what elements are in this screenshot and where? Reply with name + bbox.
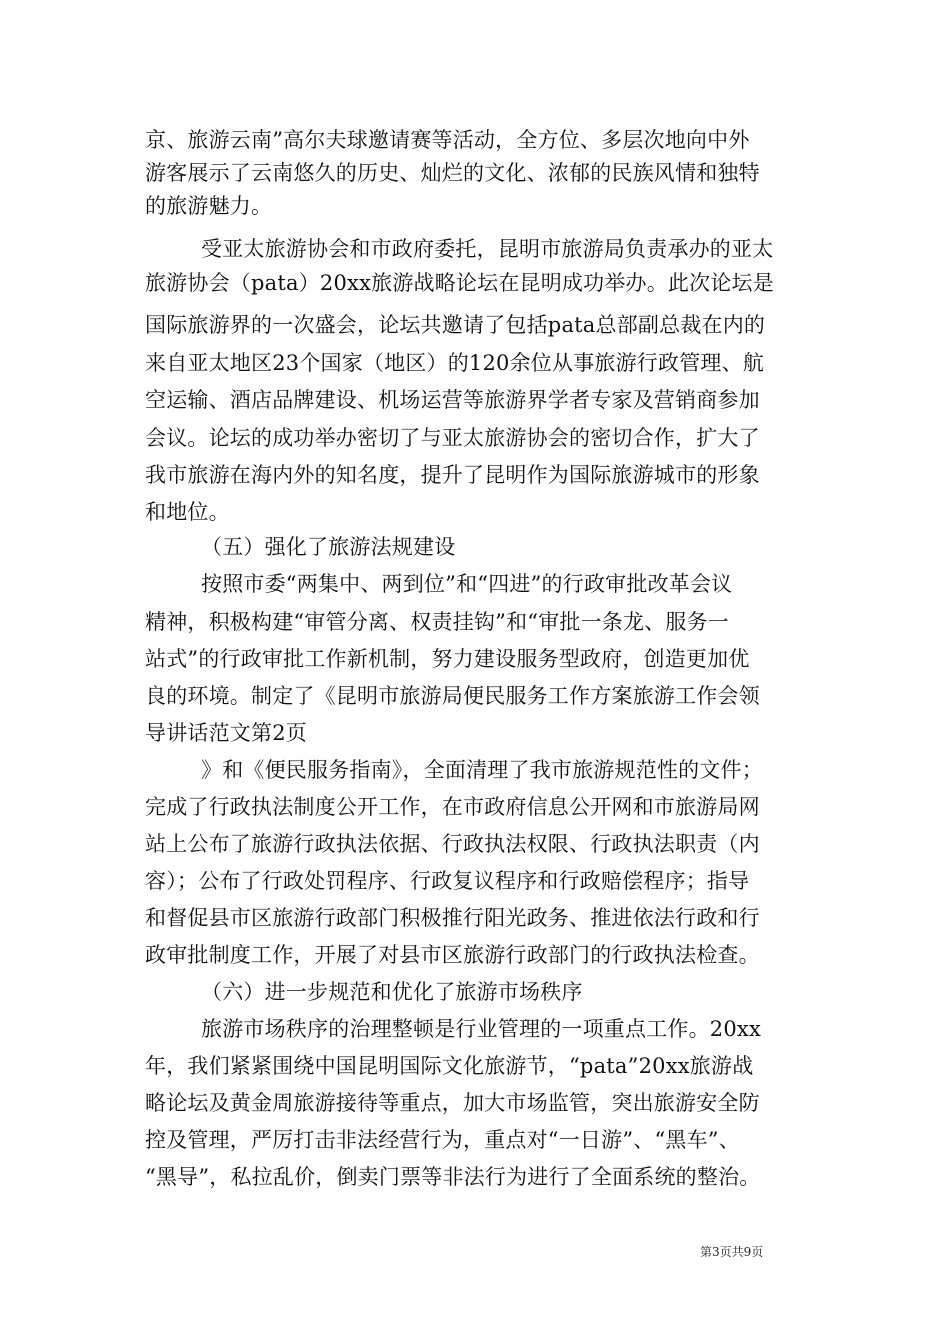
- text-line: 来自亚太地区23个国家（地区）的120余位从事旅游行政管理、航: [145, 351, 765, 375]
- text-line: 站式”的行政审批工作新机制，努力建设服务型政府，创造更加优: [145, 647, 750, 671]
- text-line: 京、旅游云南”高尔夫球邀请赛等活动，全方位、多层次地向中外: [145, 128, 750, 152]
- text-line: 良的环境。制定了《昆明市旅游局便民服务工作方案旅游工作会领: [145, 684, 760, 708]
- text-line: 国际旅游界的一次盛会，论坛共邀请了包括pata总部副总裁在内的: [145, 313, 766, 337]
- text-line: 空运输、酒店品牌建设、机场运营等旅游界学者专家及营销商参加: [145, 388, 760, 412]
- text-line: 略论坛及黄金周旅游接待等重点，加大市场监管，突出旅游安全防: [145, 1091, 760, 1115]
- text-line: 导讲话范文第2页: [145, 721, 307, 745]
- text-line: 会议。论坛的成功举办密切了与亚太旅游协会的密切合作，扩大了: [145, 426, 760, 450]
- text-line: 容）；公布了行政处罚程序、行政复议程序和行政赔偿程序；指导: [145, 869, 750, 893]
- section-heading: （五）强化了旅游法规建设: [201, 535, 456, 559]
- text-line: 政审批制度工作，开展了对县市区旅游行政部门的行政执法检查。: [145, 943, 760, 967]
- text-line: 控及管理，严厉打击非法经营行为，重点对“一日游”、“黑车”、: [145, 1128, 740, 1152]
- text-line: “黑导”，私拉乱价，倒卖门票等非法行为进行了全面系统的整治。: [145, 1165, 761, 1189]
- text-line: 游客展示了云南悠久的历史、灿烂的文化、浓郁的民族风情和独特: [145, 161, 760, 185]
- text-line: 的旅游魅力。: [145, 194, 273, 218]
- text-line: 精神，积极构建“审管分离、权责挂钩”和“审批一条龙、服务一: [145, 610, 730, 634]
- text-line: 我市旅游在海内外的知名度，提升了昆明作为国际旅游城市的形象: [145, 463, 760, 487]
- paragraph-first-line: 旅游市场秩序的治理整顿是行业管理的一项重点工作。20xx: [201, 1017, 762, 1041]
- page-number: 第3页共9页: [700, 1245, 764, 1259]
- text-line: 和地位。: [145, 500, 230, 524]
- section-heading: （六）进一步规范和优化了旅游市场秩序: [201, 980, 583, 1004]
- text-line: 完成了行政执法制度公开工作，在市政府信息公开网和市旅游局网: [145, 795, 760, 819]
- text-line: 和督促县市区旅游行政部门积极推行阳光政务、推进依法行政和行: [145, 906, 760, 930]
- text-line: 年，我们紧紧围绕中国昆明国际文化旅游节，“pata”20xx旅游战: [145, 1054, 754, 1078]
- paragraph-first-line: 按照市委“两集中、两到位”和“四进”的行政审批改革会议: [201, 572, 733, 596]
- text-line: 站上公布了旅游行政执法依据、行政执法权限、行政执法职责（内: [145, 832, 760, 856]
- paragraph-first-line: 》和《便民服务指南》，全面清理了我市旅游规范性的文件；: [201, 758, 763, 782]
- text-line: 旅游协会（pata）20xx旅游战略论坛在昆明成功举办。此次论坛是: [145, 271, 774, 295]
- paragraph-first-line: 受亚太旅游协会和市政府委托，昆明市旅游局负责承办的亚太: [201, 237, 774, 261]
